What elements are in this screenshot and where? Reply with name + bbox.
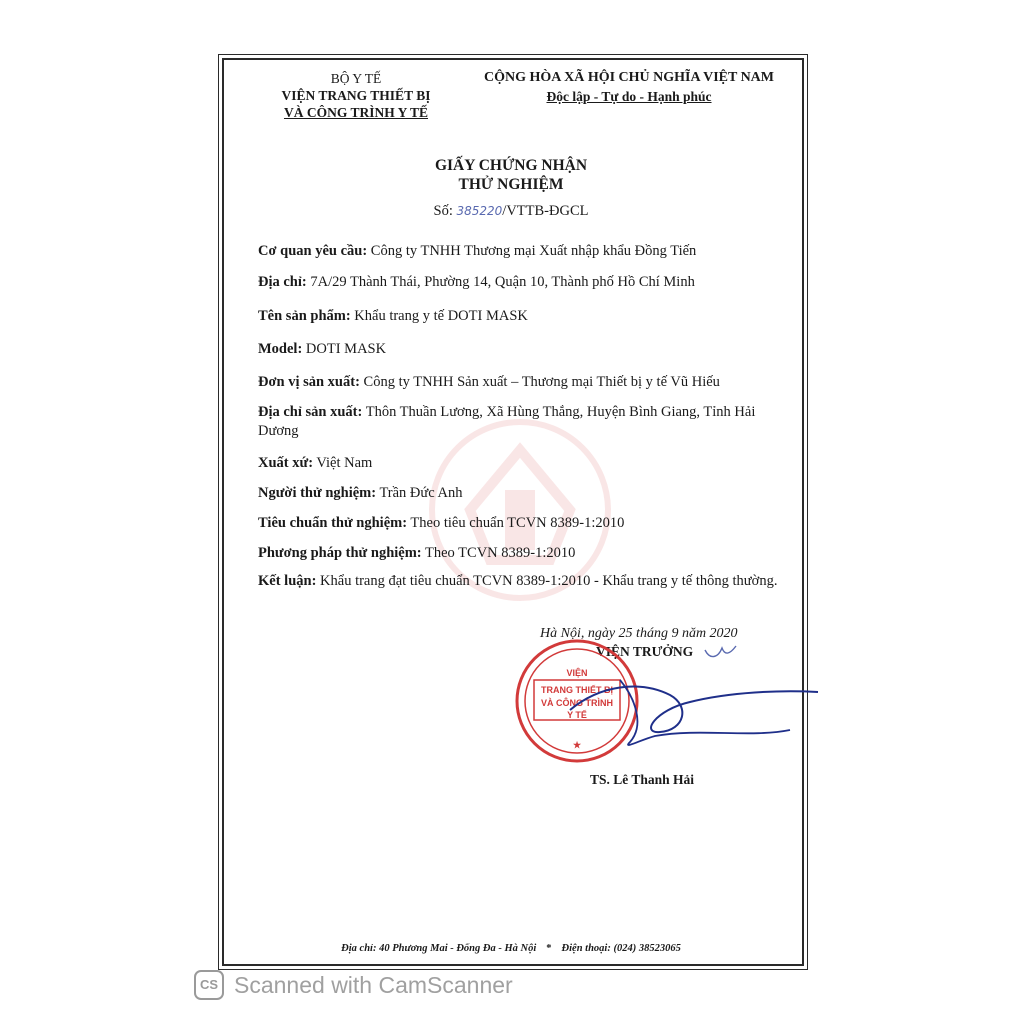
field-label: Cơ quan yêu cầu: <box>258 243 368 259</box>
ministry-name: BỘ Y TẾ <box>330 71 382 86</box>
motto: Độc lập - Tự do - Hạnh phúc <box>546 89 712 104</box>
signatory-title: VIỆN TRƯỞNG <box>596 644 694 659</box>
footer-contact <box>222 943 800 954</box>
camscanner-watermark: Scanned with CamScanner <box>234 972 513 998</box>
field-value: Theo tiêu chuẩn TCVN 8389-1:2010 <box>407 515 625 531</box>
field-value: Khẩu trang y tế DOTI MASK <box>350 308 528 324</box>
field-conclusion <box>258 572 788 591</box>
field-label: Người thử nghiệm: <box>258 485 377 501</box>
field-product <box>258 307 528 326</box>
footer-phone: Điện thoại: (024) 38523065 <box>561 943 681 954</box>
field-standard <box>258 514 624 533</box>
handwritten-signature <box>560 640 830 760</box>
field-label: Tên sản phẩm: <box>258 308 351 324</box>
field-label: Đơn vị sản xuất: <box>258 374 360 390</box>
title-line2: THỬ NGHIỆM <box>458 176 564 193</box>
field-value: Công ty TNHH Sản xuất – Thương mại Thiết bị y tế Vũ Hiếu <box>359 374 720 390</box>
country-name: CỘNG HÒA XÃ HỘI CHỦ NGHĨA VIỆT NAM <box>483 70 774 85</box>
place-and-date: Hà Nội, ngày 25 tháng 9 năm 2020 <box>540 626 738 641</box>
svg-text:TRANG THIẾT BỊ: TRANG THIẾT BỊ <box>541 685 613 695</box>
svg-text:★: ★ <box>572 740 582 750</box>
institute-name-line1: VIỆN TRANG THIẾT BỊ <box>281 88 431 103</box>
field-label: Phương pháp thử nghiệm: <box>258 545 422 561</box>
field-label: Địa chỉ sản xuất: <box>258 404 363 420</box>
national-motto <box>458 68 800 106</box>
field-value: Công ty TNHH Thương mại Xuất nhập khẩu Đồng Tiến <box>367 243 697 259</box>
number-handwritten: 385220 <box>456 204 503 218</box>
number-suffix: /VTTB-ĐGCL <box>502 203 589 219</box>
field-method <box>258 544 575 563</box>
field-requester <box>258 242 696 261</box>
field-value: Việt Nam <box>313 455 373 471</box>
field-address <box>258 273 695 292</box>
field-label: Model: <box>258 341 303 357</box>
field-value: Khẩu trang đạt tiêu chuẩn TCVN 8389-1:2010 - Khẩu trang y tế thông thường. <box>316 573 778 589</box>
field-value: 7A/29 Thành Thái, Phường 14, Quận 10, Thành phố Hồ Chí Minh <box>306 274 695 290</box>
field-value: Theo TCVN 8389-1:2010 <box>421 545 576 561</box>
field-label: Kết luận: <box>258 573 317 589</box>
svg-text:VÀ CÔNG TRÌNH: VÀ CÔNG TRÌNH <box>541 698 613 708</box>
svg-text:Y TẾ: Y TẾ <box>567 710 587 720</box>
field-origin <box>258 454 372 473</box>
svg-text:VIỆN: VIỆN <box>566 668 588 678</box>
field-tester <box>258 484 463 503</box>
footer-separator: * <box>546 943 552 954</box>
camscanner-logo-icon: CS <box>194 970 224 1000</box>
footer-address: Địa chỉ: 40 Phương Mai - Đống Đa - Hà Nội <box>341 943 537 954</box>
field-factory-address <box>258 403 788 441</box>
title-line1: GIẤY CHỨNG NHẬN <box>434 157 588 174</box>
field-value: Thôn Thuần Lương, Xã Hùng Thắng, Huyện Bình Giang, Tỉnh Hải Dương <box>258 404 756 439</box>
field-value: Trần Đức Anh <box>376 485 463 501</box>
issuing-organization <box>244 70 468 121</box>
field-value: DOTI MASK <box>302 341 387 357</box>
signer-name: TS. Lê Thanh Hải <box>590 772 695 787</box>
document-number <box>222 203 800 220</box>
document-title <box>222 156 800 194</box>
field-manufacturer <box>258 373 720 392</box>
institute-name-line2: VÀ CÔNG TRÌNH Y TẾ <box>283 105 429 120</box>
field-model <box>258 340 386 359</box>
number-prefix: Số: <box>433 203 457 219</box>
field-label: Địa chỉ: <box>258 274 307 290</box>
field-label: Tiêu chuẩn thử nghiệm: <box>258 515 408 531</box>
field-label: Xuất xứ: <box>258 455 314 471</box>
